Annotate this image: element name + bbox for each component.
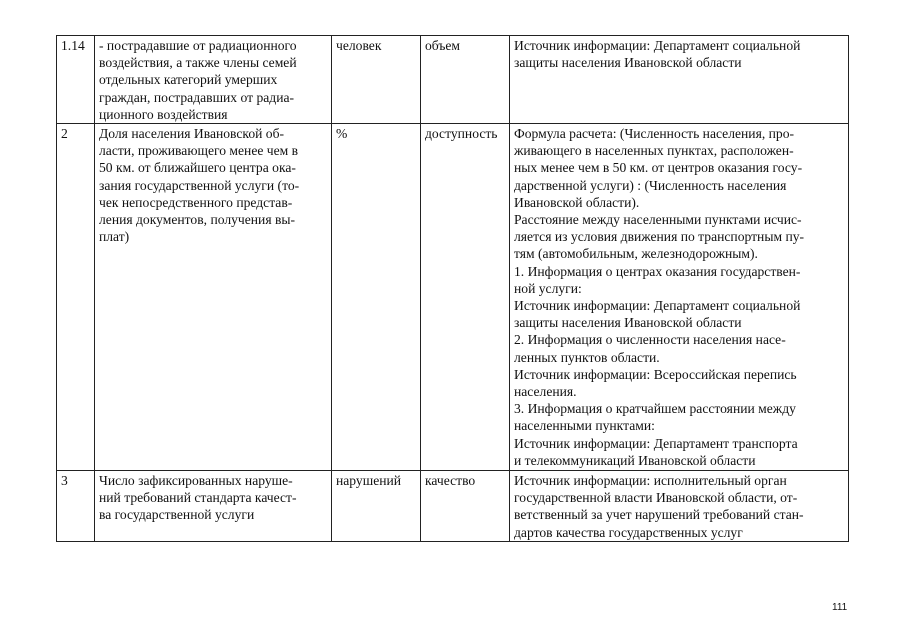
indicators-table [56, 35, 849, 542]
row-number-cell [57, 124, 95, 471]
row-number: 2 [61, 126, 68, 142]
page-number: 111 [832, 602, 848, 613]
table-row [57, 124, 849, 471]
source-cell [510, 36, 849, 124]
unit-value: нарушений [336, 473, 402, 489]
source-text: Источник информации: исполнительный орган государственной власти Ивановской области, от- ветственный за учет нарушений требований стан- дартов качества государственных услуг [514, 473, 804, 540]
source-text: Формула расчета: (Численность населения, про- живающего в населенных пунктах, расположен- ных менее чем в 50 км. от центров оказания госу- дарственной услуги) : (Численность населения Ивановской области). Расстояние между населенными пунктами исчис- ляется из условия движения по транспортным пу- тям (автомобильным, железнодорожным). 1. Информация о центрах оказания государствен- ной услуги: Источник информации: Департамент социальной защиты населения Ивановской области 2. Информация о численности населения насе- ленных пунктов области. Источник информации: Всероссийская перепись населения. 3. Информация о кратчайшем расстоянии между населенными пунктами: Источник информации: Департамент транспорта и телекоммуникаций Ивановской области [514, 126, 805, 468]
indicator-name-cell [95, 471, 332, 542]
row-number-cell [57, 471, 95, 542]
indicator-name-cell [95, 36, 332, 124]
unit-value: % [336, 126, 348, 142]
source-text: Источник информации: Департамент социальной защиты населения Ивановской области [514, 38, 801, 71]
source-cell [510, 124, 849, 471]
row-number: 1.14 [61, 38, 85, 53]
indicator-name: - пострадавшие от радиационного воздействия, а также члены семей отдельных категорий умерших граждан, пострадавших от радиа- ционного воздействия [99, 38, 297, 122]
type-cell [421, 36, 510, 124]
source-cell [510, 471, 849, 542]
type-cell [421, 124, 510, 471]
indicator-name: Доля населения Ивановской об- ласти, проживающего менее чем в 50 км. от ближайшего центра ока- зания государственной услуги (то- чек непосредственного представ- ления документов, получения вы- плат) [99, 126, 300, 245]
unit-cell [332, 124, 421, 471]
type-cell [421, 471, 510, 542]
table-row [57, 36, 849, 124]
row-number: 3 [61, 473, 68, 489]
table-row [57, 471, 849, 542]
type-value: качество [425, 473, 476, 489]
indicator-name-cell [95, 124, 332, 471]
type-value: доступность [425, 126, 498, 142]
indicator-name: Число зафиксированных наруше- ний требований стандарта качест- ва государственной услуги [99, 473, 297, 523]
unit-cell [332, 471, 421, 542]
unit-cell [332, 36, 421, 124]
row-number-cell [57, 36, 95, 124]
unit-value: человек [336, 38, 382, 53]
type-value: объем [425, 38, 461, 53]
